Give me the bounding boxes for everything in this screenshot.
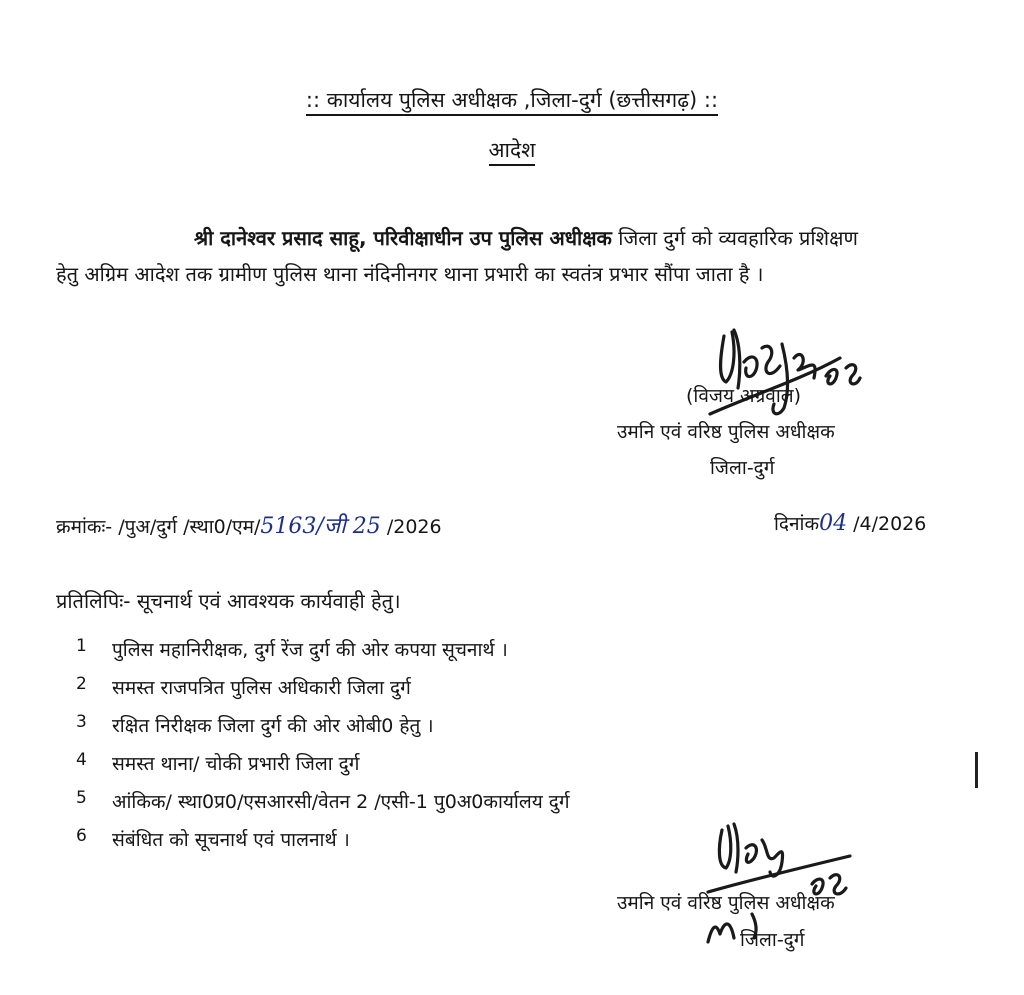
reference-number	[56, 510, 442, 540]
list-item-text: समस्त थाना/ चोकी प्रभारी जिला दुर्ग	[112, 753, 360, 775]
signatory-2-district: जिला-दुर्ग	[740, 929, 805, 951]
date-label: दिनांक	[774, 513, 820, 535]
date-handwritten-day: 04	[819, 511, 848, 536]
order-body-line-1	[194, 224, 858, 251]
copy-to-heading: प्रतिलिपिः- सूचनार्थ एवं आवश्यक कार्यवाही हेतु।	[56, 589, 401, 613]
order-heading	[0, 136, 1024, 164]
list-item-text: समस्त राजपत्रित पुलिस अधिकारी जिला दुर्ग	[112, 677, 411, 699]
officer-name: श्री दानेश्वर प्रसाद साहू, परिवीक्षाधीन उप पुलिस अधीक्षक	[194, 226, 612, 250]
order-heading-text: आदेश	[489, 138, 536, 166]
list-item-number: 4	[76, 750, 87, 770]
signature-1-graphic	[690, 318, 870, 428]
list-item-number: 5	[76, 788, 87, 808]
margin-mark	[975, 752, 978, 788]
signatory-2-designation: उमनि एवं वरिष्ठ पुलिस अधीक्षक	[617, 892, 835, 914]
reference-handwritten: 5163/जी 25	[260, 514, 381, 539]
list-item-number: 1	[76, 636, 87, 656]
signatory-name: (विजय अग्रवाल)	[686, 385, 802, 407]
office-title	[0, 86, 1024, 114]
signatory-designation: उमनि एवं वरिष्ठ पुलिस अधीक्षक	[617, 421, 835, 443]
reference-year: /2026	[380, 516, 442, 538]
list-item-number: 3	[76, 712, 87, 732]
list-item-text: पुलिस महानिरीक्षक, दुर्ग रेंज दुर्ग की ओर कपया सूचनार्थ ।	[112, 639, 508, 661]
signatory-district: जिला-दुर्ग	[710, 457, 775, 479]
order-date	[774, 510, 926, 536]
reference-prefix: क्रमांकः- /पुअ/दुर्ग /स्था0/एम/	[56, 516, 261, 538]
office-title-text: :: कार्यालय पुलिस अधीक्षक ,जिला-दुर्ग (छत्तीसगढ़) ::	[306, 88, 718, 116]
list-item-number: 2	[76, 674, 87, 694]
list-item-text: रक्षित निरीक्षक जिला दुर्ग की ओर ओबी0 हेतु ।	[112, 715, 434, 737]
order-body-line-1-rest: जिला दुर्ग को व्यवहारिक प्रशिक्षण	[611, 226, 858, 250]
date-rest: /4/2026	[847, 513, 927, 535]
list-item-number: 6	[76, 826, 87, 846]
list-item-text: आंकिक/ स्था0प्र0/एसआरसी/वेतन 2 /एसी-1 पु0अ0कार्यालय दुर्ग	[112, 791, 570, 813]
order-body-line-2: हेतु अग्रिम आदेश तक ग्रामीण पुलिस थाना नंदिनीनगर थाना प्रभारी का स्वतंत्र प्रभार सौंपा जाता है ।	[56, 262, 764, 286]
list-item-text: संबंधित को सूचनार्थ एवं पालनार्थ ।	[112, 829, 350, 851]
